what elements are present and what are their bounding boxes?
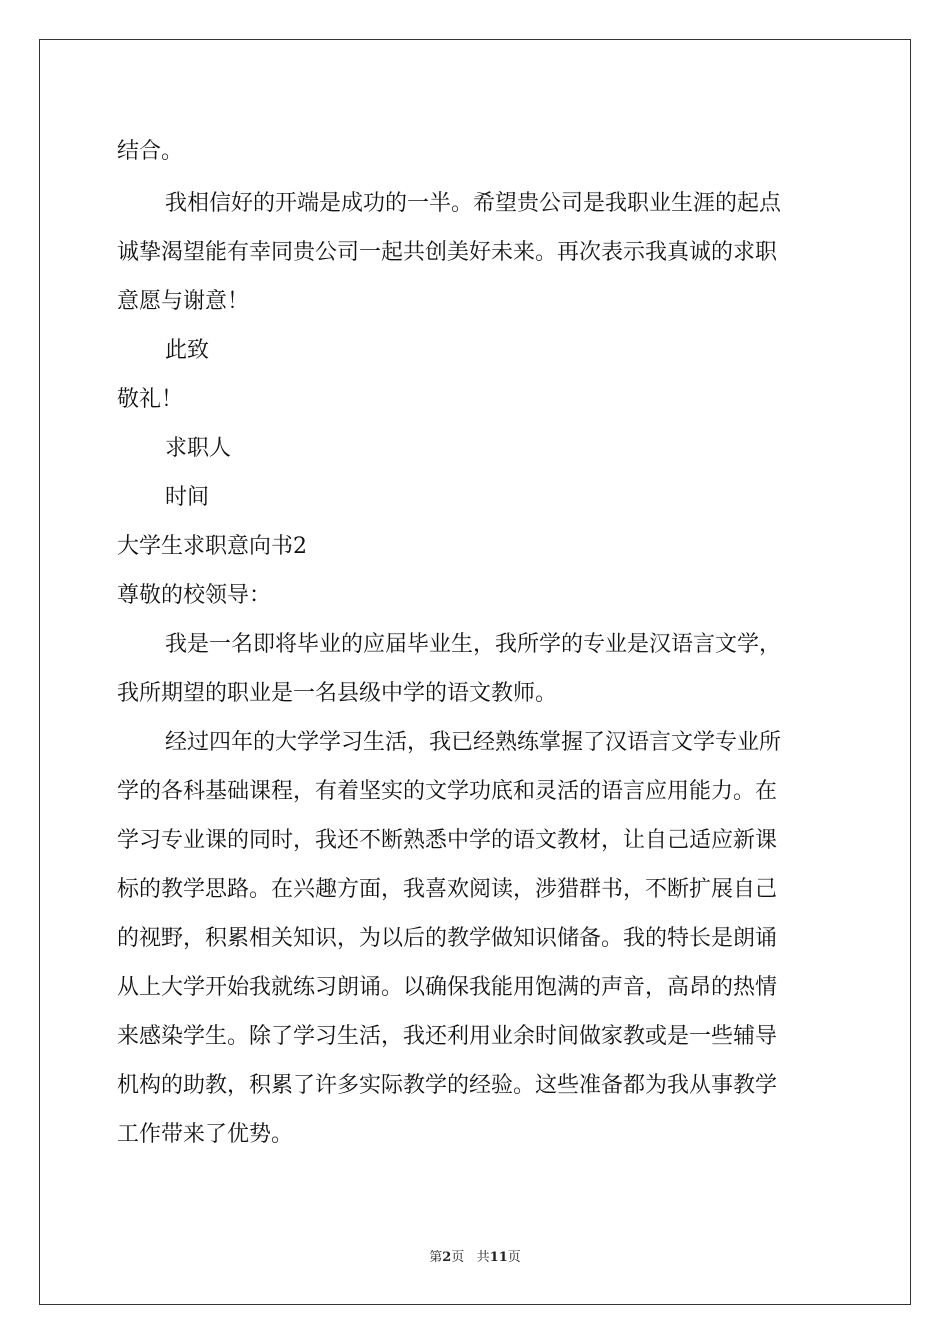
text-line: 从上大学开始我就练习朗诵。以确保我能用饱满的声音，高昂的热情 bbox=[117, 975, 778, 1000]
text-line: 来感染学生。除了学习生活，我还利用业余时间做家教或是一些辅导 bbox=[117, 1024, 778, 1049]
text-line: 经过四年的大学学习生活，我已经熟练掌握了汉语言文学专业所 bbox=[165, 730, 782, 755]
document-body bbox=[117, 127, 833, 1159]
text-line: 结合。 bbox=[117, 139, 184, 164]
text-line: 敬礼！ bbox=[117, 387, 184, 412]
text-line: 此致 bbox=[165, 338, 210, 363]
text-line: 我所期望的职业是一名县级中学的语文教师。 bbox=[117, 681, 558, 706]
total-label-suffix: 页 bbox=[507, 1250, 521, 1265]
text-line: 的视野，积累相关知识，为以后的教学做知识储备。我的特长是朗诵 bbox=[117, 926, 778, 951]
text-line: 时间 bbox=[165, 485, 210, 510]
text-line: 我相信好的开端是成功的一半。希望贵公司是我职业生涯的起点 bbox=[165, 191, 782, 216]
text-line: 标的教学思路。在兴趣方面，我喜欢阅读，涉猎群书，不断扩展自己 bbox=[117, 877, 778, 902]
page-label-suffix: 页 bbox=[451, 1250, 465, 1265]
text-line: 意愿与谢意！ bbox=[117, 289, 250, 314]
salutation: 尊敬的校领导： bbox=[117, 583, 272, 608]
text-line: 我是一名即将毕业的应届毕业生，我所学的专业是汉语言文学， bbox=[165, 632, 782, 657]
page-number: 2 bbox=[442, 1250, 452, 1265]
section-heading: 大学生求职意向书2 bbox=[117, 534, 307, 559]
text-line: 诚挚渴望能有幸同贵公司一起共创美好未来。再次表示我真诚的求职 bbox=[117, 240, 778, 265]
page-footer bbox=[0, 1246, 950, 1265]
text-line: 学的各科基础课程，有着坚实的文学功底和灵活的语言应用能力。在 bbox=[117, 779, 778, 804]
page-label-prefix: 第 bbox=[429, 1250, 443, 1265]
text-line: 求职人 bbox=[165, 436, 232, 461]
total-pages: 11 bbox=[489, 1250, 508, 1265]
text-line: 工作带来了优势。 bbox=[117, 1122, 294, 1147]
total-label-prefix: 共 bbox=[476, 1250, 490, 1265]
text-line: 学习专业课的同时，我还不断熟悉中学的语文教材，让自己适应新课 bbox=[117, 828, 778, 853]
text-line: 机构的助教，积累了许多实际教学的经验。这些准备都为我从事教学 bbox=[117, 1073, 778, 1098]
